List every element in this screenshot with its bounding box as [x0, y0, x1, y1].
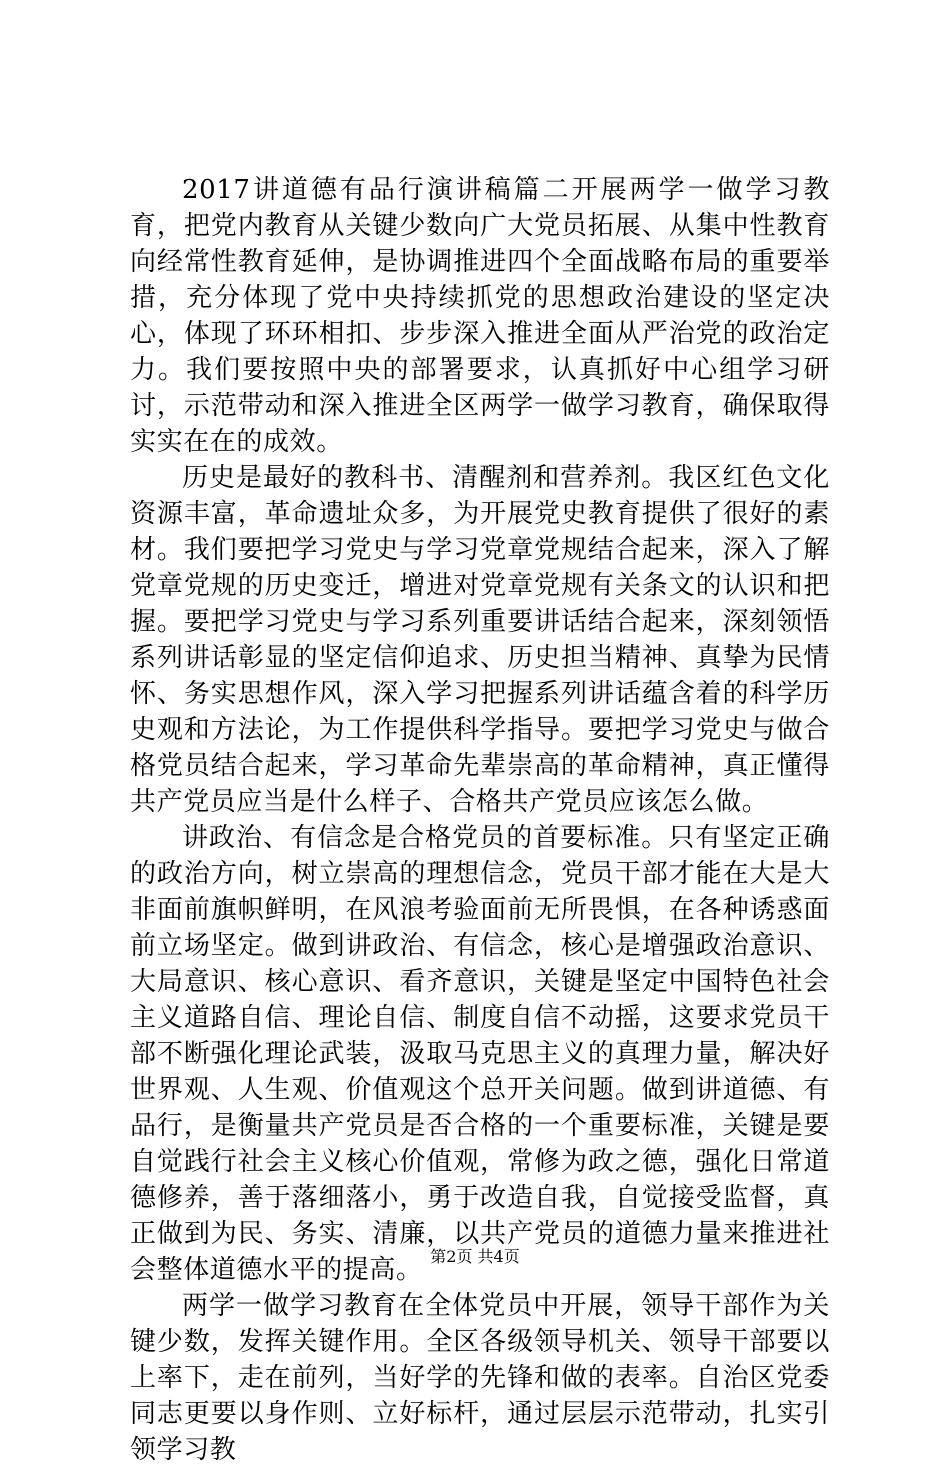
document-body — [130, 172, 830, 1468]
paragraph: 2017讲道德有品行演讲稿篇二开展两学一做学习教育，把党内教育从关键少数向广大党员拓展、从集中性教育向经常性教育延伸，是协调推进四个全面战略布局的重要举措，充分体现了党中央持续抓党的思想政治建设的坚定决心，体现了环环相扣、步步深入推进全面从严治党的政治定力。我们要按照中央的部署要求，认真抓好中心组学习研讨，示范带动和深入推进全区两学一做学习教育，确保取得实实在在的成效。 — [130, 175, 830, 457]
paragraph: 两学一做学习教育在全体党员中开展，领导干部作为关键少数，发挥关键作用。全区各级领导机关、领导干部要以上率下，走在前列，当好学的先锋和做的表率。自治区党委同志更要以身作则、立好标杆，通过层层示范带动，扎实引领学习教 — [130, 1291, 830, 1465]
page-footer: 第2页 共4页 — [430, 1247, 520, 1266]
paragraph: 历史是最好的教科书、清醒剂和营养剂。我区红色文化资源丰富，革命遗址众多，为开展党史教育提供了很好的素材。我们要把学习党史与学习党章党规结合起来，深入了解党章党规的历史变迁，增进对党章党规有关条文的认识和把握。要把学习党史与学习系列重要讲话结合起来，深刻领悟系列讲话彰显的坚定信仰追求、历史担当精神、真挚为民情怀、务实思想作风，深入学习把握系列讲话蕴含着的科学历史观和方法论，为工作提供科学指导。要把学习党史与做合格党员结合起来，学习革命先辈崇高的革命精神，真正懂得共产党员应当是什么样子、合格共产党员应该怎么做。 — [130, 463, 830, 817]
paragraph: 讲政治、有信念是合格党员的首要标准。只有坚定正确的政治方向，树立崇高的理想信念，党员干部才能在大是大非面前旗帜鲜明，在风浪考验面前无所畏惧，在各种诱惑面前立场坚定。做到讲政治、有信念，核心是增强政治意识、大局意识、核心意识、看齐意识，关键是坚定中国特色社会主义道路自信、理论自信、制度自信不动摇，这要求党员干部不断强化理论武装，汲取马克思主义的真理力量，解决好世界观、人生观、价值观这个总开关问题。做到讲道德、有品行，是衡量共产党员是否合格的一个重要标准，关键是要自觉践行社会主义核心价值观，常修为政之德，强化日常道德修养，善于落细落小，勇于改造自我，自觉接受监督，真正做到为民、务实、清廉，以共产党员的道德力量来推进社会整体道德水平的提高。 — [130, 823, 830, 1285]
